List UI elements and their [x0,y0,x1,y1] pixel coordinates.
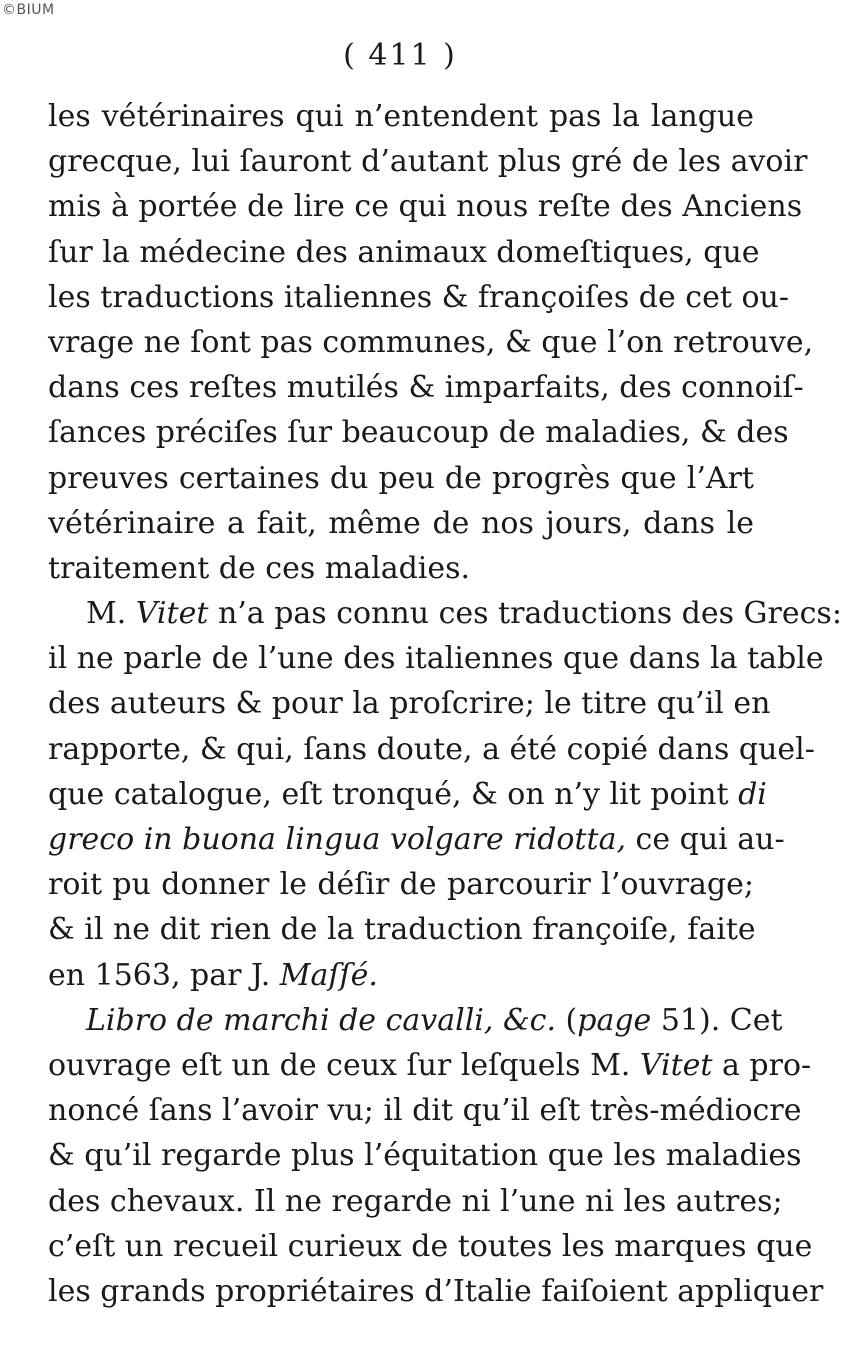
author-name: Maſſé. [279,957,378,993]
text-line: les vétérinaires qui n’entendent pas la langue [48,99,754,134]
text-span: que catalogue, eſt tronqué, & on n’y lit point [48,776,739,812]
text-line: les traductions italiennes & françoiſes de cet ou- [48,279,789,315]
italic-span: greco in buona lingua volgare ridotta, [48,822,626,857]
text-line: ſances préciſes ſur beaucoup de maladies, & des [48,415,789,451]
text-line [48,772,767,817]
text-line [48,998,783,1043]
text-line: roit pu donner le déſir de parcourir l’ouvrage; [48,867,754,903]
text-span: 51). Cet [651,1002,783,1038]
text-line: vrage ne ſont pas communes, & que l’on retrouve, [48,324,814,360]
text-line: c’eſt un recueil curieux de toutes les marques que [48,1228,813,1264]
text-line: noncé ſans l’avoir vu; il dit qu’il eſt très-médiocre [48,1093,802,1129]
text-line: ſur la médecine des animaux domeſtiques, que [48,234,760,270]
page-number: ( 411 ) [343,38,457,73]
text-span: ce qui au- [626,822,785,857]
text-span: ouvrage eſt un de ceux ſur leſquels M. [48,1047,640,1083]
italic-span: di [738,776,767,812]
text-line: rapporte, & qui, ſans doute, a été copié dans quel- [48,731,815,767]
text-line: grecque, lui ſauront d’autant plus gré de les avoir [48,144,808,180]
text-line [48,817,785,862]
text-span: M. [86,596,136,632]
text-line: preuves certaines du peu de progrès que l’Art [48,460,754,496]
text-line: les grands propriétaires d’Italie faiſoient appliquer [48,1273,824,1309]
page-text [48,94,842,1314]
text-span: n’a pas connu ces traductions des Grecs: [208,596,842,632]
watermark: ©BIUM [2,2,55,18]
author-name: Vitet [639,1047,713,1083]
author-name: Vitet [135,596,209,632]
text-line: mis à portée de lire ce qui nous reſte des Anciens [48,189,803,225]
text-line [48,953,754,998]
text-line: & il ne dit rien de la traduction françoiſe, faite [48,912,756,948]
text-span: en 1563, par J. [48,957,280,993]
text-line [48,1043,812,1088]
text-line: dans ces reſtes mutilés & imparfaits, des connoiſ- [48,370,804,406]
text-line: des chevaux. Il ne regarde ni l’une ni les autres; [48,1183,783,1219]
text-span: ( [556,1002,578,1038]
text-line: & qu’il regarde plus l’équitation que les maladies [48,1138,802,1174]
book-title: Libro de marchi de cavalli, &c. [86,1002,556,1038]
italic-span: page [577,1002,652,1038]
text-line: vétérinaire a fait, même de nos jours, dans le [48,505,754,541]
text-span: a pro- [712,1047,812,1083]
text-line: traitement de ces maladies. [48,550,471,586]
text-line: des auteurs & pour la proſcrire; le titre qu’il en [48,686,771,722]
text-line: il ne parle de l’une des italiennes que dans la table [48,641,824,677]
text-line [48,591,842,636]
